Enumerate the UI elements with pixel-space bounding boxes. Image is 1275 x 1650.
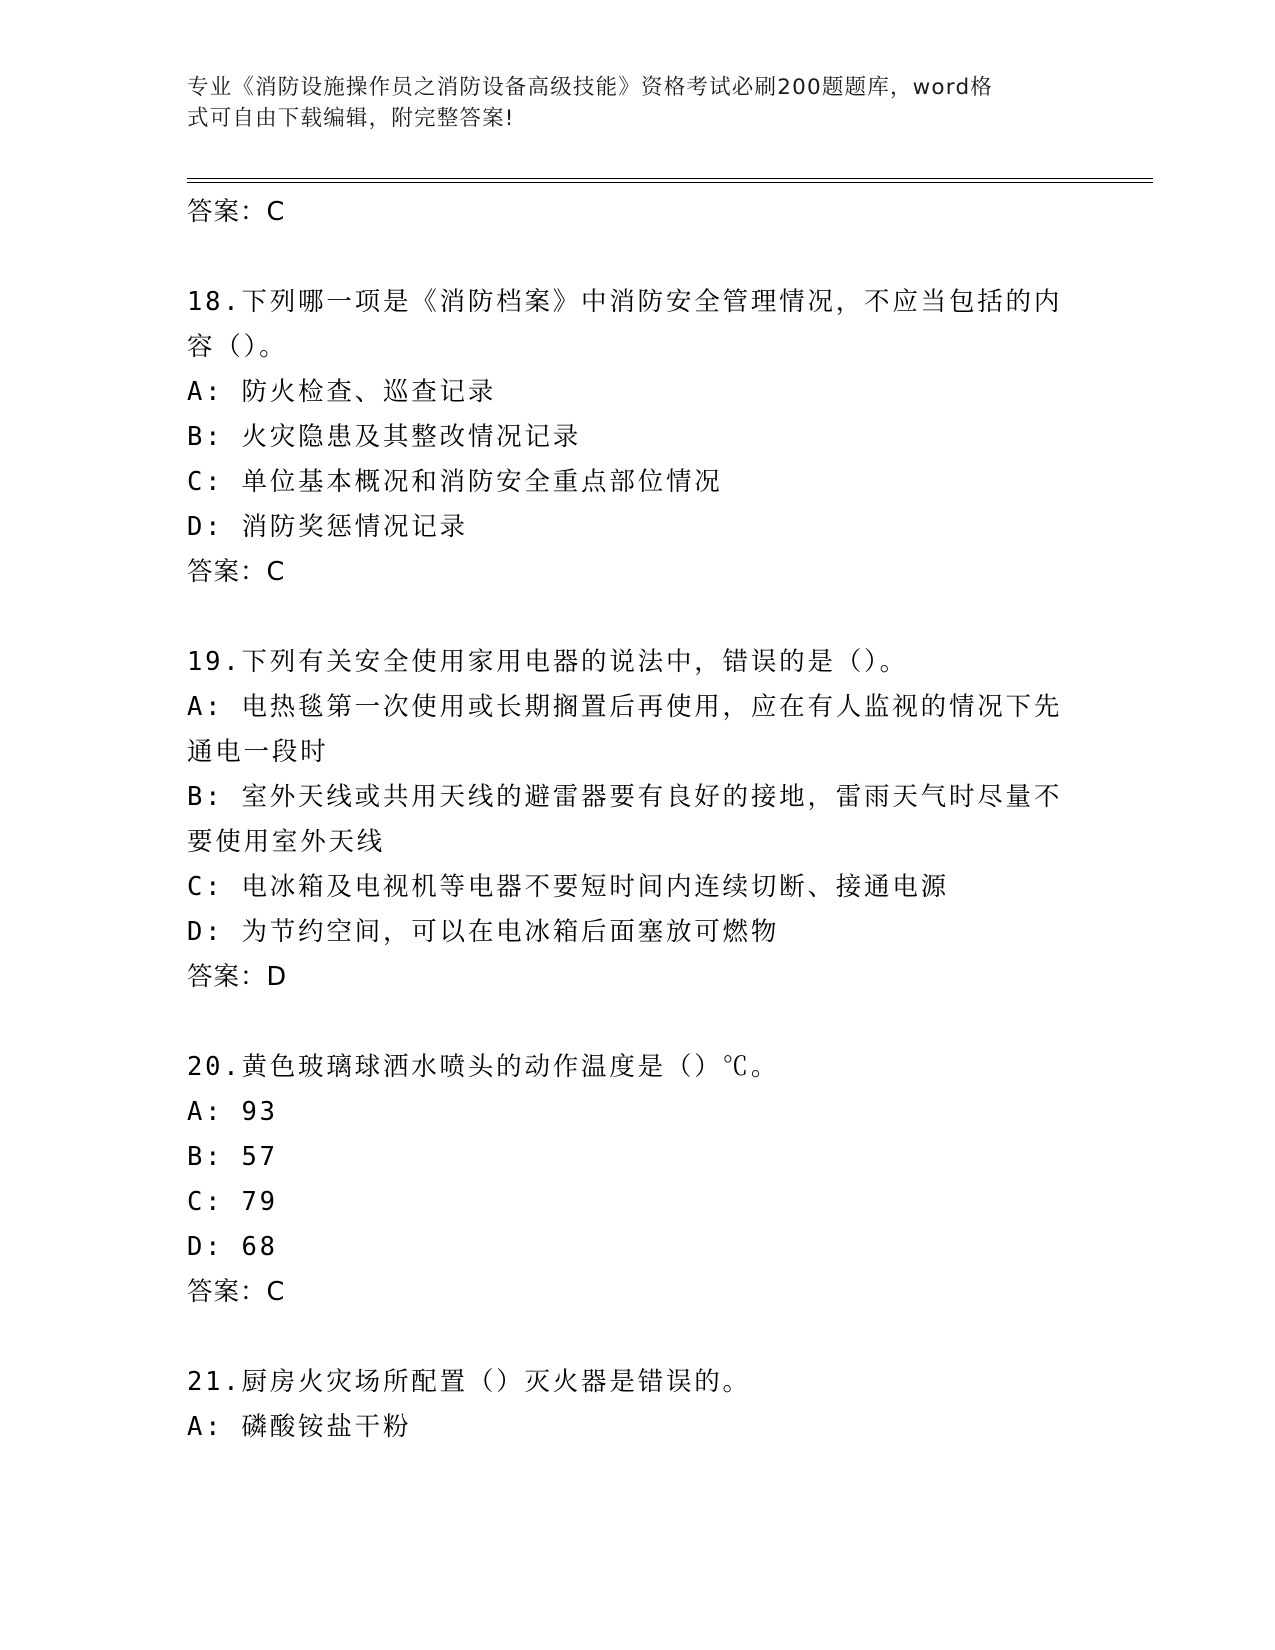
question-stem: 21.厨房火灾场所配置（）灭火器是错误的。 <box>187 1367 751 1397</box>
option-b: B: 火灾隐患及其整改情况记录 <box>187 422 582 452</box>
option-b: B: 室外天线或共用天线的避雷器要有良好的接地，雷雨天气时尽量不 <box>187 782 1063 812</box>
question-20 <box>187 1045 1087 1315</box>
option-b-continued: 要使用室外天线 <box>187 827 386 857</box>
option-c: C: 79 <box>187 1187 278 1217</box>
question-19 <box>187 640 1087 1000</box>
document-header <box>187 72 1067 134</box>
spacer <box>187 1315 1087 1360</box>
option-a: A: 防火检查、巡查记录 <box>187 377 497 407</box>
option-a: A: 93 <box>187 1097 278 1127</box>
option-a: A: 磷酸铵盐干粉 <box>187 1412 412 1442</box>
header-divider-bottom <box>187 182 1153 183</box>
question-stem: 18.下列哪一项是《消防档案》中消防安全管理情况，不应当包括的内 <box>187 287 1063 317</box>
question-list <box>187 190 1087 1450</box>
header-line-1: 专业《消防设施操作员之消防设备高级技能》资格考试必刷200题题库，word格 <box>187 75 993 100</box>
option-a: A: 电热毯第一次使用或长期搁置后再使用，应在有人监视的情况下先 <box>187 692 1063 722</box>
option-d: D: 68 <box>187 1232 278 1262</box>
spacer <box>187 1000 1087 1045</box>
question-21 <box>187 1360 1087 1450</box>
option-c: C: 电冰箱及电视机等电器不要短时间内连续切断、接通电源 <box>187 872 949 902</box>
option-a-continued: 通电一段时 <box>187 737 329 767</box>
previous-answer: 答案：C <box>187 197 286 227</box>
answer: 答案：D <box>187 962 288 992</box>
question-stem: 容（）。 <box>187 332 288 362</box>
question-stem: 20.黄色玻璃球洒水喷头的动作温度是（）℃。 <box>187 1052 780 1082</box>
header-divider-top <box>187 178 1153 179</box>
question-18 <box>187 280 1087 595</box>
spacer <box>187 595 1087 640</box>
option-d: D: 为节约空间，可以在电冰箱后面塞放可燃物 <box>187 917 780 947</box>
spacer <box>187 235 1087 280</box>
option-d: D: 消防奖惩情况记录 <box>187 512 468 542</box>
question-stem: 19.下列有关安全使用家用电器的说法中，错误的是（）。 <box>187 647 908 677</box>
header-line-2: 式可自由下载编辑，附完整答案! <box>187 106 515 131</box>
option-b: B: 57 <box>187 1142 278 1172</box>
option-c: C: 单位基本概况和消防安全重点部位情况 <box>187 467 723 497</box>
answer: 答案：C <box>187 1277 286 1307</box>
answer: 答案：C <box>187 557 286 587</box>
